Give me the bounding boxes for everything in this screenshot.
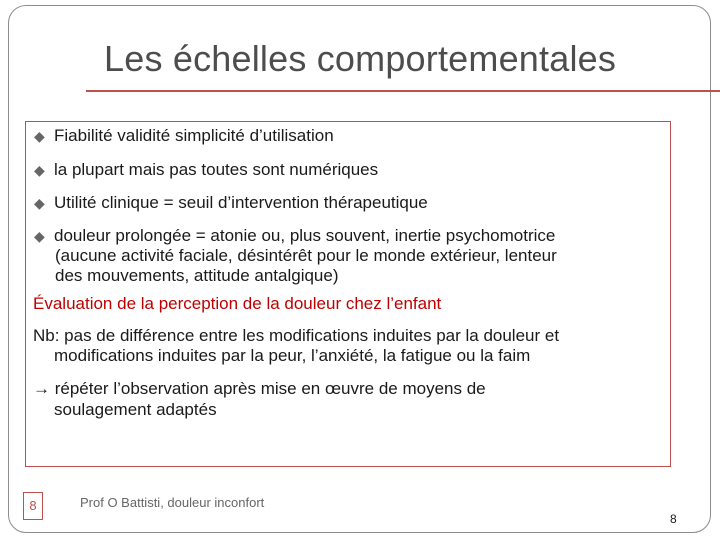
bullet-item-1 [34, 126, 334, 146]
bullet-icon: ◆ [34, 128, 45, 144]
slide-title: Les échelles comportementales [104, 38, 617, 79]
note-line-2: modifications induites par la peur, l’anxiété, la fatigue ou la faim [54, 346, 531, 365]
action-line-1 [33, 379, 486, 399]
title-divider [86, 90, 720, 92]
highlight-heading: Évaluation de la perception de la douleur chez l’enfant [33, 294, 442, 313]
bullet-text: Fiabilité validité simplicité d’utilisation [54, 126, 334, 145]
action-line-2: soulagement adaptés [54, 400, 217, 419]
bullet-text: Utilité clinique = seuil d’intervention thérapeutique [54, 193, 428, 212]
bullet-text: la plupart mais pas toutes sont numériques [54, 160, 379, 179]
action-text: répéter l’observation après mise en œuvre de moyens de [54, 379, 486, 398]
slide-number-badge: 8 [23, 492, 43, 520]
bullet-icon: ◆ [34, 195, 45, 211]
bullet-text: douleur prolongée = atonie ou, plus souvent, inertie psychomotrice [54, 226, 556, 245]
note-line-1: Nb: pas de différence entre les modifications induites par la douleur et [33, 326, 560, 345]
bullet-4-continuation-1: (aucune activité faciale, désintérêt pour le monde extérieur, lenteur [55, 246, 557, 265]
footer-author: Prof O Battisti, douleur inconfort [80, 495, 265, 510]
bullet-item-2 [34, 160, 378, 180]
bullet-4-continuation-2: des mouvements, attitude antalgique) [55, 266, 339, 285]
bullet-icon: ◆ [34, 162, 45, 178]
arrow-right-icon: → [33, 379, 50, 398]
bullet-item-4 [34, 226, 555, 246]
bullet-icon: ◆ [34, 228, 45, 244]
bullet-item-3 [34, 193, 428, 213]
page-number: 8 [670, 512, 677, 526]
